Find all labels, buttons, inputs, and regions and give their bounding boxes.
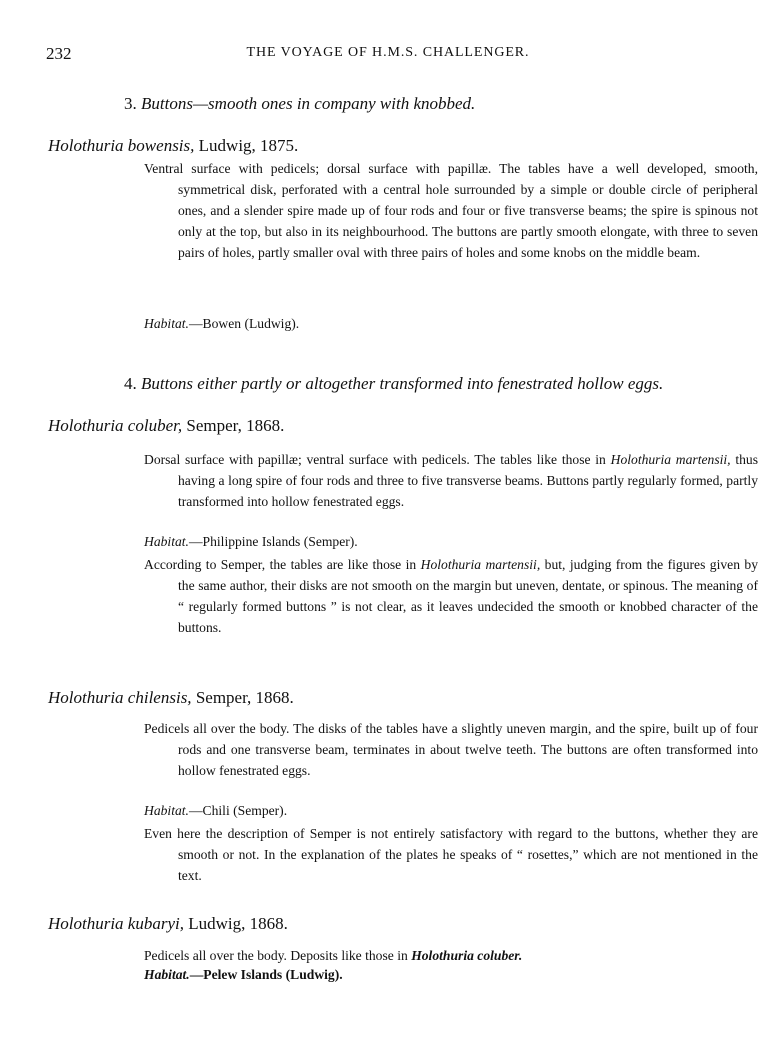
habitat-line bbox=[144, 316, 299, 332]
habitat-value: —Philippine Islands (Semper). bbox=[188, 534, 358, 549]
running-title: THE VOYAGE OF H.M.S. CHALLENGER. bbox=[246, 45, 530, 60]
section-title: Buttons—smooth ones in company with knobbed. bbox=[141, 94, 476, 113]
species-name: Holothuria bowensis, bbox=[48, 136, 195, 155]
habitat-label: Habitat. bbox=[144, 967, 190, 982]
note-text: According to Semper, the tables are like those in bbox=[144, 557, 417, 572]
description-species-ref: Holothuria coluber. bbox=[411, 948, 523, 963]
species-name: Holothuria coluber, bbox=[48, 416, 183, 435]
species-description: Pedicels all over the body. The disks of the tables have a slightly uneven margin, and the spire, built up of four rods and one transverse beam, terminates in about twelve teeth. The buttons are often transformed into hollow fenestrated eggs. bbox=[144, 721, 758, 778]
description-text: Pedicels all over the body. Deposits like those in bbox=[144, 948, 408, 963]
description-text: thus having a long spire of four rods and three to five transverse beams. Buttons partly regularly formed, partly transformed into hollow fenestrated eggs. bbox=[178, 452, 758, 509]
species-description: Ventral surface with pedicels; dorsal surface with papillæ. The tables have a well developed, smooth, symmetrical disk, perforated with a central hole surrounded by a simple or double circle of peripheral ones, and a slender spire made up of four rods and four or five transverse beams; the spire is spinous not only at the top, but also in its neighbourhood. The buttons are partly smooth elongate, with three to seven pairs of holes, partly smaller oval with three pairs of holes and some knobs on the middle beam. bbox=[144, 161, 758, 260]
habitat-value: —Bowen (Ludwig). bbox=[188, 316, 300, 331]
species-authority: Semper, 1868. bbox=[186, 416, 285, 435]
species-heading bbox=[48, 416, 284, 436]
note-text: but, judging from the figures given by the same author, their disks are not smooth on the margin but uneven, dentate, or spinous. The meaning of “ regularly formed buttons ” is not clear, as it leaves undecided the smooth or knobbed character of the buttons. bbox=[178, 557, 759, 635]
habitat-line bbox=[144, 967, 343, 983]
species-name: Holothuria chilensis, bbox=[48, 688, 192, 707]
species-description bbox=[144, 449, 758, 512]
note-species-ref: Holothuria martensii, bbox=[420, 557, 541, 572]
habitat-value: —Chili (Semper). bbox=[188, 803, 288, 818]
section-number: 4. bbox=[124, 374, 137, 393]
section-heading bbox=[124, 374, 663, 394]
species-heading bbox=[48, 914, 288, 934]
description-species-ref: Holothuria martensii, bbox=[610, 452, 731, 467]
species-description bbox=[144, 945, 758, 966]
habitat-line bbox=[144, 534, 358, 550]
species-authority: Ludwig, 1868. bbox=[188, 914, 288, 933]
species-heading bbox=[48, 136, 298, 156]
section-heading bbox=[124, 94, 475, 114]
species-authority: Ludwig, 1875. bbox=[198, 136, 299, 155]
habitat-line bbox=[144, 803, 287, 819]
habitat-label: Habitat. bbox=[144, 803, 189, 818]
page-number: 232 bbox=[46, 44, 72, 63]
habitat-label: Habitat. bbox=[144, 534, 189, 549]
description-text: Dorsal surface with papillæ; ventral surface with pedicels. The tables like those in bbox=[144, 452, 606, 467]
species-note bbox=[144, 554, 758, 638]
page-header bbox=[46, 44, 730, 66]
habitat-label: Habitat. bbox=[144, 316, 189, 331]
section-title: Buttons either partly or altogether transformed into fenestrated hollow eggs. bbox=[141, 374, 664, 393]
species-authority: Semper, 1868. bbox=[195, 688, 294, 707]
species-name: Holothuria kubaryi, bbox=[48, 914, 184, 933]
species-heading bbox=[48, 688, 294, 708]
species-note: Even here the description of Semper is not entirely satisfactory with regard to the buttons, whether they are smooth or not. In the explanation of the plates he speaks of “ rosettes,” which are not mentioned in the text. bbox=[144, 826, 758, 883]
habitat-value: —Pelew Islands (Ludwig). bbox=[189, 967, 343, 982]
section-number: 3. bbox=[124, 94, 137, 113]
